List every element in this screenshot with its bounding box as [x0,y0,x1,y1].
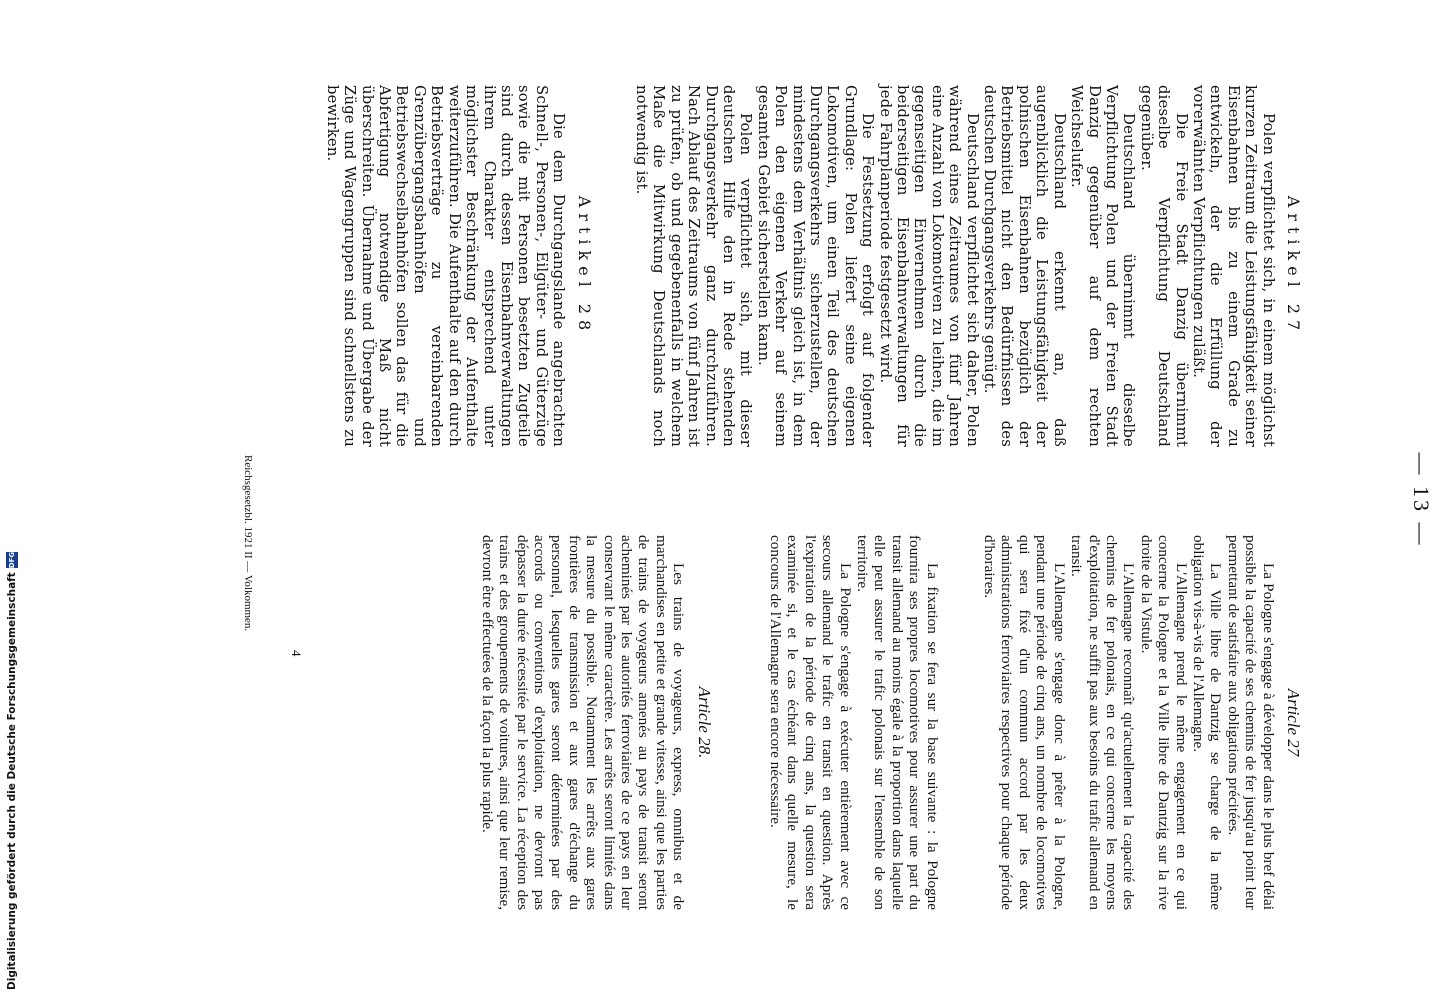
french-paragraph: Les trains de voyageurs, express, omnibus et de marchandises en petite et grande vitesse, ainsi que les parties de trains de voyageurs amenés au pays de transit seront acheminés par les autorités ferroviaires de ce pays en leur conservant le même caractère. Les arrêts seront limités dans la mesure du possible. Notamment les arrêts aux gares frontières de transmission et aux gares d'échange du personnel, lesquelles gares seront déterminées par des accords ou conventions d'exploitation, ne devront pas dépasser la durée nécessitée par le service. La réception des trains et des groupements de voitures, ainsi que leur remise, devront être effectuées de la façon la plus rapide. [478,535,688,910]
signature-mark: 4 [289,650,304,657]
german-column [323,85,1302,447]
french-article-27-heading: Article 27 [1284,688,1303,757]
french-paragraph: L'Allemagne prend le même engagement en ce qui concerne la Pologne et la Ville libre de Dantzig sur la rive droite de la Vistule. [1137,535,1190,910]
dfg-logo-icon: DFG [8,551,16,569]
french-paragraph: L'Allemagne reconnaît qu'actuellement la capacité des chemins de fer polonais, en ce qui concerne les moyens d'exploitation, ne suffit pas aux besoins du trafic allemand en transit. [1068,535,1138,910]
french-paragraph: La Pologne s'engage à exécuter entièrement avec ce secours allemand le trafic en transit en question. Après l'expiration de la période de cinq ans, la question sera examinée si, et le cas échéant dans quelle mesure, le concours de l'Allemagne sera encore nécessaire. [767,535,854,910]
german-paragraph: Polen verpflichtet sich, in einem möglichst kurzen Zeitraum die Leistungsfähigkeit seiner Eisenbahnen bis zu einem Grade zu entwickeln, der die Erfüllung der vorerwähnten Verpflichtungen zuläßt. [1189,85,1277,447]
german-paragraph: Die Freie Stadt Danzig übernimmt dieselbe Verpflichtung Deutschland gegenüber. [1137,85,1190,447]
stamp-text: Reichsgesetzbl. 1921 II — Volkommen. [242,455,254,632]
french-column [478,535,1302,910]
german-paragraph: Die dem Durchgangslande angebrachten Schnell-, Personen-, Eilgüter- und Güterzüge sowie die mit Personen besetzten Zugteile sind durch dessen Eisenbahnverwaltungen ihrem Charakter entsprechend unter möglichster Beschränkung der Aufenthalte weiterzuführen. Die Aufenthalte auf den durch Betriebsverträge zu vereinbarenden Grenzübergangsbahnhöfen und Betriebswechselbahnhöfen sollen das für die Abfertigung notwendige Maß nicht überschreiten. Übernahme und Übergabe der Züge und Wagengruppen sind schnellstens zu bewirken. [323,85,568,447]
german-paragraph: Deutschland übernimmt dieselbe Verpflichtung Polen und der Freien Stadt Danzig gegenüber auf dem rechten Weichselufer. [1068,85,1138,447]
french-paragraph: La fixation se fera sur la base suivante : la Pologne fournira ses propres locomotives pour assurer une part du transit allemand au moins égale à la proportion dans laquelle elle peut assurer le trafic polonais sur l'ensemble de son territoire. [854,535,941,910]
german-paragraph: Deutschland erkennt an, daß augenblicklich die Leistungsfähigkeit der polnischen Eisenbahnen bezüglich der Betriebsmittel nicht den Bedürfnissen des deutschen Durchgangsverkehrs genügt. [981,85,1068,447]
french-paragraph: La Ville libre de Dantzig se charge de la même obligation vis-à-vis de l'Allemagne. [1189,535,1225,910]
german-paragraph: Die Festsetzung erfolgt auf folgender Grundlage: Polen liefert seine eigenen Lokomotiven, um einen Teil des deutschen Durchgangsverkehrs sicherzustellen, der mindestens dem Verhältnis gleich ist, in dem Polen den eigenen Verkehr auf seinem gesamten Gebiet sicherstellen kann. [754,85,877,447]
german-article-27-heading: Artikel 27 [1284,195,1303,337]
french-article-28-heading: Article 28. [694,686,714,759]
german-paragraph: Polen verpflichtet sich, mit dieser deutschen Hilfe den in Rede stehenden Durchgangsverkehr ganz durchzuführen. Nach Ablauf des Zeitraums von fünf Jahren ist zu prüfen, ob und gegebenenfalls in welchem Maße die Mitwirkung Deutschlands noch notwendig ist. [632,85,755,447]
french-paragraph: La Pologne s'engage à développer dans le plus bref délai possible la capacité de ses chemins de fer jusqu'au point leur permettant de satisfaire aux obligations précitées. [1224,535,1277,910]
german-article-28-heading: Artikel 28 [574,195,594,337]
page-number: — 13 — [1409,452,1434,548]
dfg-credit-label: Digitalisierung gefördert durch die Deutsche Forschungsgemeinschaft [6,572,18,990]
french-paragraph: L'Allemagne s'engage donc à prêter à la Pologne, pendant une période de cinq ans, un nombre de locomotives qui sera fixé d'un commun accord par les deux administrations ferroviaires respectives pour chaque période d'horaires. [981,535,1068,910]
german-paragraph: Deutschland verpflichtet sich daher, Polen während eines Zeitraumes von fünf Jahren eine Anzahl von Lokomotiven zu leihen, die im gegenseitigen Einvernehmen durch die beiderseitigen Eisenbahnverwaltungen für jede Fahrplanperiode festgesetzt wird. [876,85,981,447]
